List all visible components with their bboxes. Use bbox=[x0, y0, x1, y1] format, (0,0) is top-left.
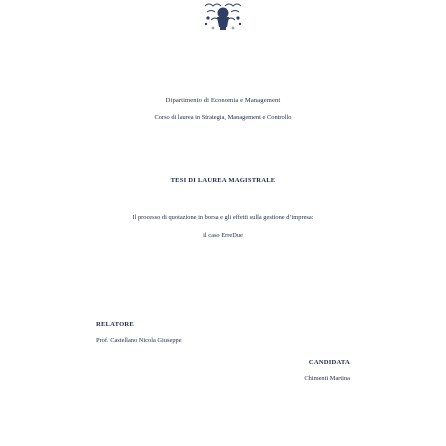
department-name: Dipartimento di Economia e Management bbox=[165, 97, 281, 104]
thesis-type: TESI DI LAUREA MAGISTRALE bbox=[170, 177, 276, 184]
thesis-title-line-1: Il processo di quotazione in borsa e gli effetti sulla gestione d’impresa: bbox=[132, 214, 314, 221]
candidate-label: CANDIDATA bbox=[308, 359, 350, 366]
candidate-name: Chimenti Martina bbox=[304, 375, 350, 382]
advisor-label: RELATORE bbox=[96, 321, 134, 328]
course-name: Corso di laurea in Strategia, Management e Controllo bbox=[154, 114, 292, 121]
advisor-name: Prof. Castellano Nicola Giuseppe bbox=[96, 337, 182, 344]
university-seal-icon bbox=[201, 0, 245, 34]
thesis-title-line-2: il caso ErreDue bbox=[203, 232, 243, 239]
